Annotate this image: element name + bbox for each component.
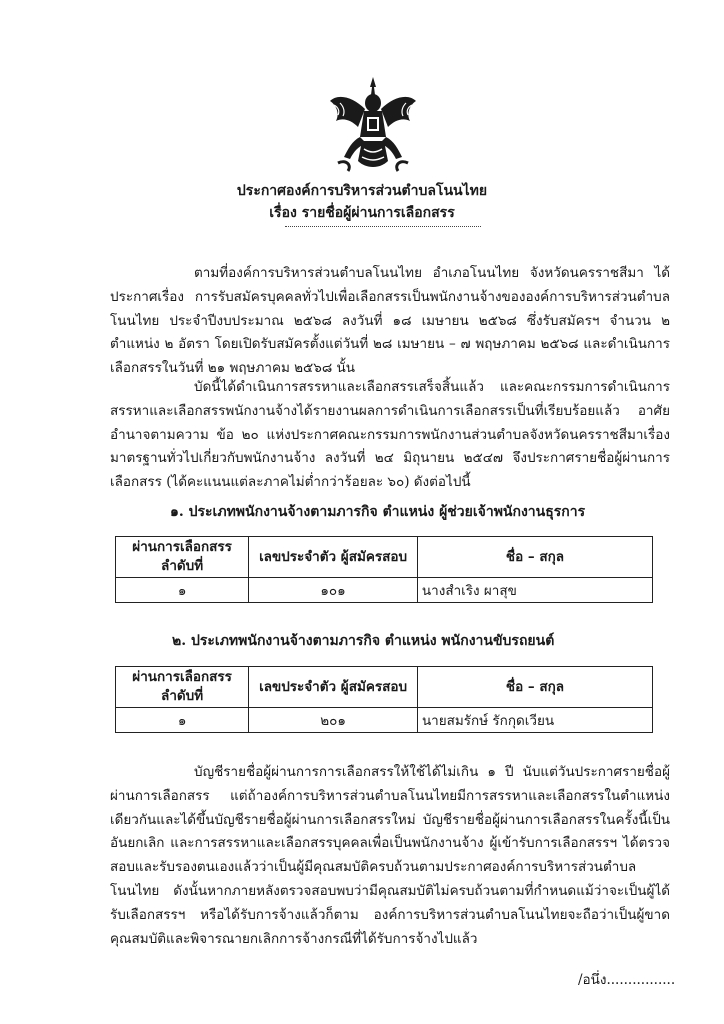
cell-name: นางสำเริง ผาสุข xyxy=(417,578,652,603)
table-header-row xyxy=(116,537,653,578)
paragraph-intro-text: ตามที่องค์การบริหารส่วนตำบลโนนไทย อำเภอโนนไทย จังหวัดนครราชสีมา ได้ประกาศเรื่อง การรับสมัครบุคคลทั่วไปเพื่อเลือกสรรเป็นพนักงานจ้างขององค์การบริหารส่วนตำบลโนนไทย ประจำปีงบประมาณ ๒๕๖๘ ลงวันที่ ๑๘ เมษายน ๒๕๖๘ ซึ่งรับสมัครฯ จำนวน ๒ ตำแหน่ง ๒ อัตรา โดยเปิดรับสมัครตั้งแต่วันที่ ๒๘ เมษายน – ๗ พฤษภาคม ๒๕๖๘ และดำเนินการเลือกสรรในวันที่ ๒๑ พฤษภาคม ๒๕๖๘ นั้น xyxy=(110,265,670,377)
paragraph-validity xyxy=(110,761,670,951)
cell-id: ๑๐๑ xyxy=(249,578,418,603)
section-2-heading: ๒. ประเภทพนักงานจ้างตามภารกิจ ตำแหน่ง พนักงานขับรถยนต์ xyxy=(172,633,555,649)
table-row xyxy=(116,708,653,733)
cell-rank: ๑ xyxy=(116,708,249,733)
cell-id: ๒๐๑ xyxy=(249,708,418,733)
table-header-row xyxy=(116,667,653,708)
column-header-rank: ผ่านการเลือกสรร ลำดับที่ xyxy=(116,537,249,578)
announcement-title: ประกาศองค์การบริหารส่วนตำบลโนนไทย xyxy=(236,183,488,199)
cell-name: นายสมรักษ์ รักกุดเวียน xyxy=(417,708,652,733)
column-header-rank: ผ่านการเลือกสรร ลำดับที่ xyxy=(116,667,249,708)
paragraph-announcement-text: บัดนี้ได้ดำเนินการสรรหาและเลือกสรรเสร็จสิ้นแล้ว และคณะกรรมการดำเนินการสรรหาและเลือกสรรพนักงานจ้างได้รายงานผลการดำเนินการเลือกสรรเป็นที่เรียบร้อยแล้ว อาศัยอำนาจตามความ ข้อ ๒๐ แห่งประกาศคณะกรรมการพนักงานส่วนตำบลจังหวัดนครราชสีมาเรื่อง มาตรฐานทั่วไปเกี่ยวกับพนักงานจ้าง ลงวันที่ ๒๔ มิถุนายน ๒๕๔๗ จึงประกาศรายชื่อผู้ผ่านการเลือกสรร (ได้คะแนนแต่ละภาคไม่ต่ำกว่าร้อยละ ๖๐) ดังต่อไปนี้ xyxy=(110,379,670,491)
section-1-heading: ๑. ประเภทพนักงานจ้างตามภารกิจ ตำแหน่ง ผู้ช่วยเจ้าพนักงานธุรการ xyxy=(170,504,586,520)
announcement-subject: เรื่อง รายชื่อผู้ผ่านการเลือกสรร xyxy=(269,205,455,221)
continuation-marker: /อนึ่ง................ xyxy=(578,972,676,988)
paragraph-announcement xyxy=(110,376,670,495)
paragraph-validity-text: บัญชีรายชื่อผู้ผ่านการการเลือกสรรให้ใช้ได้ไม่เกิน ๑ ปี นับแต่วันประกาศรายชื่อผู้ผ่านการเลือกสรร แต่ถ้าองค์การบริหารส่วนตำบลโนนไทยมีการสรรหาและเลือกสรรในตำแหน่งเดียวกันและได้ขึ้นบัญชีรายชื่อผู้ผ่านการเลือกสรรใหม่ บัญชีรายชื่อผู้ผ่านการเลือกสรรในครั้งนี้เป็นอันยกเลิก และการสรรหาและเลือกสรรบุคคลเพื่อเป็นพนักงานจ้าง ผู้เข้ารับการเลือกสรรฯ ได้ตรวจสอบและรับรองตนเองแล้วว่าเป็นผู้มีคุณสมบัติครบถ้วนตามประกาศองค์การบริหารส่วนตำบลโนนไทย ดังนั้นหากภายหลังตรวจสอบพบว่ามีคุณสมบัติไม่ครบถ้วนตามที่กำหนดแม้ว่าจะเป็นผู้ได้รับเลือกสรรฯ หรือได้รับการจ้างแล้วก็ตาม องค์การบริหารส่วนตำบลโนนไทยจะถือว่าเป็นผู้ขาดคุณสมบัติและพิจารณายกเลิกการจ้างกรณีที่ได้รับการจ้างไปแล้ว xyxy=(110,764,670,947)
section-2-table xyxy=(115,666,653,733)
column-header-id: เลขประจำตัว ผู้สมัครสอบ xyxy=(249,667,418,708)
column-header-id: เลขประจำตัว ผู้สมัครสอบ xyxy=(249,537,418,578)
table-row xyxy=(116,578,653,603)
dotted-divider xyxy=(285,226,481,227)
cell-rank: ๑ xyxy=(116,578,249,603)
column-header-name: ชื่อ – สกุล xyxy=(417,537,652,578)
garuda-emblem-icon xyxy=(328,75,418,175)
column-header-name: ชื่อ – สกุล xyxy=(417,667,652,708)
paragraph-intro xyxy=(110,262,670,381)
section-1-table xyxy=(115,536,653,603)
